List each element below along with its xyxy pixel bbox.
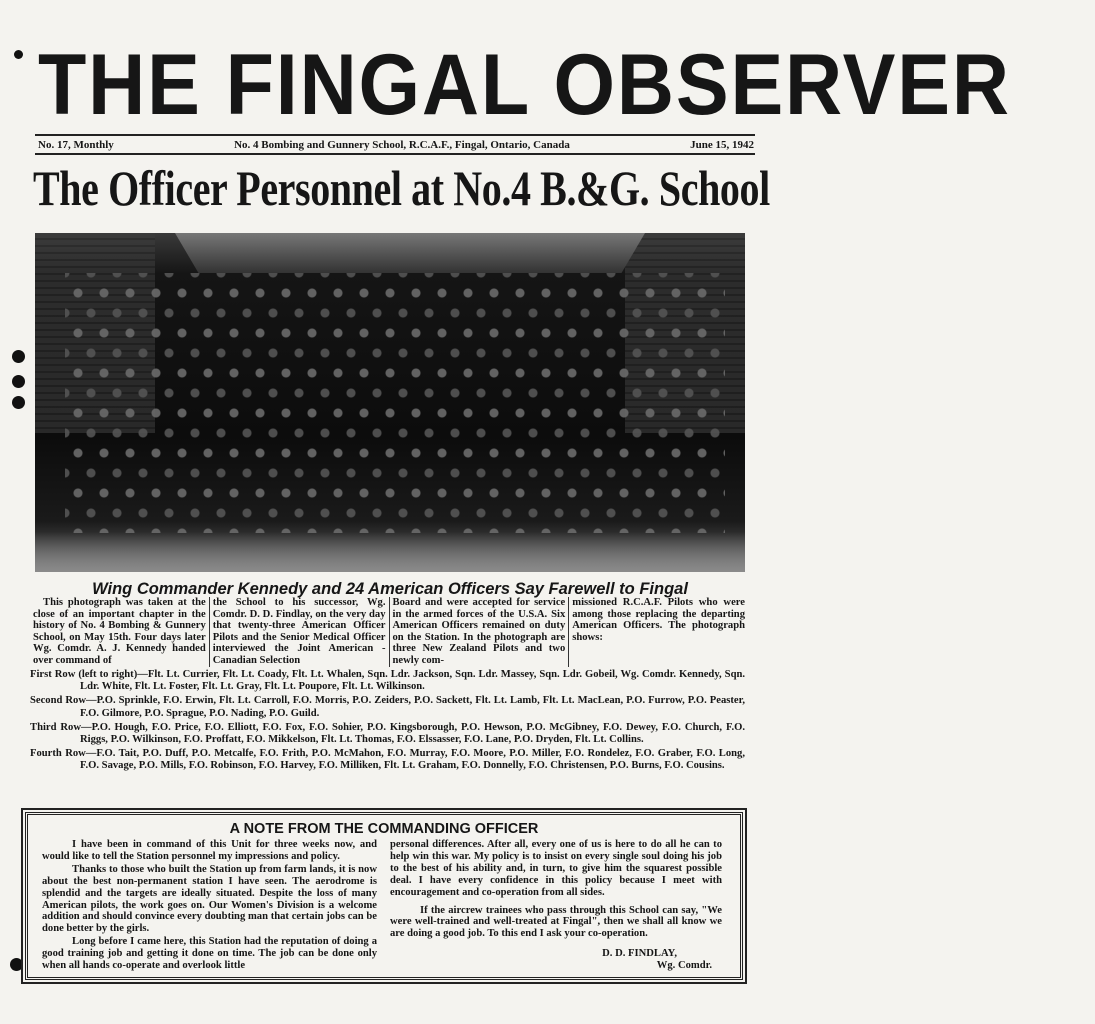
article-column: the School to his successor, Wg. Comdr. D. D. Findlay, on the very day that twenty-three American Officer Pilots and the Senior Medical Officer interviewed the Joint American - Canadian Selection [210,597,390,667]
caption-row: Fourth Row—F.O. Tait, P.O. Duff, P.O. Metcalfe, F.O. Frith, P.O. McMahon, F.O. Murray, F.O. Moore, P.O. Miller, F.O. Rondelez, F.O. Graber, F.O. Long, F.O. Savage, P.O. Mills, F.O. Robinson, F.O. Harvey, F.O. Milliken, Flt. Lt. Graham, F.O. Donnelly, F.O. Christensen, P.O. Burns, F.O. Cousins. [30,748,745,772]
punch-hole [12,375,25,388]
punch-hole [12,396,25,409]
issue-number: No. 17, Monthly [38,139,114,151]
masthead-info-bar [38,139,754,151]
article-columns [30,597,748,667]
caption-row: Third Row—P.O. Hough, F.O. Price, F.O. Elliott, F.O. Fox, F.O. Sohier, P.O. Kingsborough, P.O. Hewson, P.O. McGibney, F.O. Dewey, F.O. Church, F.O. Riggs, P.O. Wilkinson, F.O. Proffatt, F.O. Mikkelson, Flt. Lt. Thomas, F.O. Elssasser, F.O. Lane, P.O. Dryden, Flt. Lt. Collins. [30,721,745,746]
article-column: Board and were accepted for service in the armed forces of the U.S.A. Six American Officers remained on duty on the Station. In the photograph are three New Zealand Pilots and two newly com- [390,597,570,667]
photo-caption-rows [30,669,745,775]
signature: D. D. FINDLAY, [602,948,677,960]
article-column: missioned R.C.A.F. Pilots who were among those replacing the departing American Officers. The photograph shows: [572,597,745,643]
punch-hole [14,50,23,59]
caption-row: First Row (left to right)—Flt. Lt. Currier, Flt. Lt. Coady, Flt. Lt. Whalen, Sqn. Ldr. Jackson, Sqn. Ldr. Massey, Sqn. Ldr. Gobeil, Wg. Comdr. Kennedy, Sqn. Ldr. White, Flt. Lt. Foster, Flt. Lt. Gray, Flt. Lt. Poupore, Flt. Lt. Wilkinson. [30,669,745,693]
note-column-right: personal differences. After all, every one of us is here to do all he can to help win this war. My policy is to insist on every single soul doing his job to the best of his ability and, in turn, to give him the squarest possible deal. I have every confidence in this policy because I meet with encouragement and co-operation from all sides. If the aircrew trainees who pass through this School can say, "We were well-trained and well-treated at Fingal", then we shall all know we are doing a good job. To this end I ask your co-operation. D. D. FINDLAY, Wg. Comdr. [390,839,722,972]
subheadline: Wing Commander Kennedy and 24 American Officers Say Farewell to Fingal [92,580,688,598]
group-photograph [35,233,745,572]
divider [35,134,755,136]
commanding-officer-note [25,812,743,980]
note-title: A NOTE FROM THE COMMANDING OFFICER [229,821,539,837]
article-column: This photograph was taken at the close of an important chapter in the history of No. 4 Bombing & Gunnery School, on May 15th. Four days later Wg. Comdr. A. J. Kennedy handed over command of [30,597,210,667]
publisher: No. 4 Bombing and Gunnery School, R.C.A.F., Fingal, Ontario, Canada [234,139,570,151]
divider [35,153,755,155]
masthead-title: THE FINGAL OBSERVER [38,37,1011,133]
caption-row: Second Row—P.O. Sprinkle, F.O. Erwin, Flt. Lt. Carroll, F.O. Morris, P.O. Zeiders, P.O. Sackett, Flt. Lt. Lamb, Flt. Lt. MacLean, P.O. Furrow, P.O. Peaster, F.O. Gilmore, P.O. Sprague, P.O. Nading, P.O. Guild. [30,695,745,719]
punch-hole [10,958,23,971]
issue-date: June 15, 1942 [690,139,754,151]
headline: The Officer Personnel at No.4 B.&G. School [33,160,770,216]
signature-rank: Wg. Comdr. [656,960,712,972]
punch-hole [12,350,25,363]
note-column-left: I have been in command of this Unit for three weeks now, and would like to tell the Station personnel my impressions and policy. Thanks to those who built the Station up from farm lands, it is now about the best non-permanent station I have seen. The aerodrome is splendid and the targets are ideally situated. Despite the loss of many American pilots, the work goes on. Our Women's Division is a welcome addition and should convince every doubting man that certain jobs can be done better by the girls. Long before I came here, this Station had the reputation of doing a good training job and getting it done on time. The job can be done only when all hands co-operate and overlook little [42,839,377,972]
